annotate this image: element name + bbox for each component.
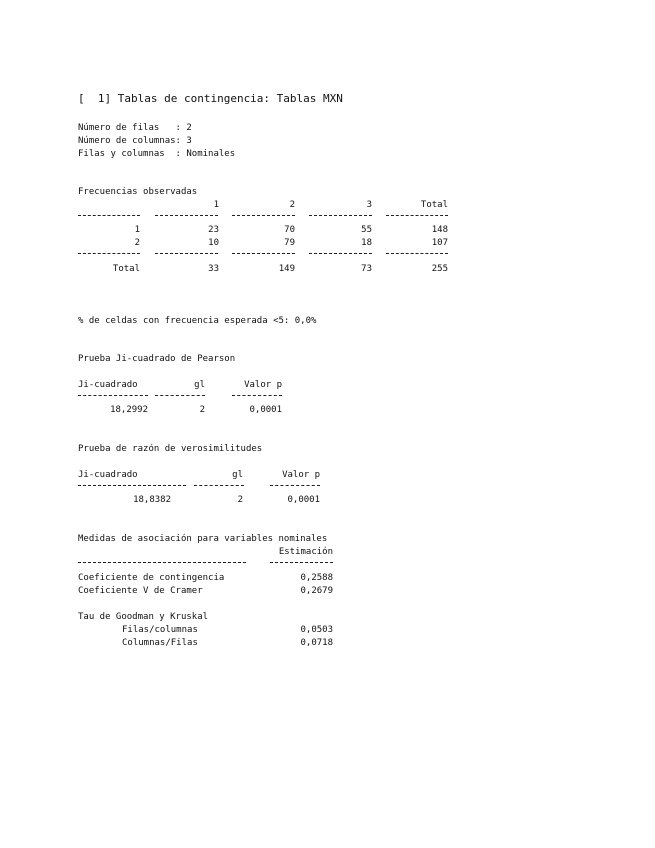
- likelihood-gl-value: 2: [237, 495, 243, 505]
- separator: [78, 215, 140, 216]
- observed-title: Frecuencias observadas: [78, 187, 198, 197]
- association-row-label: Coeficiente de contingencia: [78, 573, 225, 583]
- separator: [155, 215, 218, 216]
- separator: [232, 395, 282, 396]
- tau-row-value: 0,0718: [300, 638, 333, 648]
- separator: [78, 253, 140, 254]
- likelihood-title: Prueba de razón de verosimilitudes: [78, 444, 263, 454]
- table-cell: 33: [208, 264, 219, 274]
- pearson-header-chi: Ji-cuadrado: [78, 380, 138, 390]
- pearson-header-gl: gl: [194, 380, 205, 390]
- association-row-value: 0,2588: [300, 573, 333, 583]
- separator: [232, 215, 295, 216]
- separator: [386, 215, 448, 216]
- separator: [78, 395, 148, 396]
- separator: [78, 485, 186, 486]
- tau-row-label: Columnas/Filas: [122, 638, 198, 648]
- likelihood-header-gl: gl: [232, 470, 243, 480]
- separator: [155, 253, 218, 254]
- report-title: [ 1] Tablas de contingencia: Tablas MXN: [78, 92, 343, 105]
- observed-col-header: Total: [420, 200, 448, 210]
- table-cell: 73: [361, 264, 372, 274]
- pearson-p-value: 0,0001: [249, 405, 282, 415]
- table-cell: 255: [431, 264, 448, 274]
- tau-row-label: Filas/columnas: [122, 625, 198, 635]
- table-cell: 148: [431, 225, 448, 235]
- info-type: Filas y columnas : Nominales: [78, 149, 236, 159]
- separator: [270, 485, 320, 486]
- observed-col-header: 3: [366, 200, 372, 210]
- observed-col-header: 1: [213, 200, 219, 210]
- table-row-label: 2: [134, 238, 140, 248]
- separator: [78, 562, 246, 563]
- association-row-value: 0,2679: [300, 586, 333, 596]
- pearson-gl-value: 2: [199, 405, 205, 415]
- expected-note: % de celdas con frecuencia esperada <5: 0,0%: [78, 316, 317, 326]
- estimation-header: Estimación: [278, 547, 333, 557]
- total-row-label: Total: [112, 264, 140, 274]
- likelihood-header-chi: Ji-cuadrado: [78, 470, 138, 480]
- table-cell: 79: [284, 238, 295, 248]
- likelihood-chi-value: 18,8382: [133, 495, 171, 505]
- info-columns: Número de columnas: 3: [78, 136, 192, 146]
- info-rows: Número de filas : 2: [78, 123, 192, 133]
- table-cell: 23: [208, 225, 219, 235]
- table-cell: 18: [361, 238, 372, 248]
- separator: [155, 395, 205, 396]
- tau-row-value: 0,0503: [300, 625, 333, 635]
- table-cell: 149: [278, 264, 295, 274]
- table-row-label: 1: [134, 225, 140, 235]
- separator: [194, 485, 244, 486]
- separator: [232, 253, 295, 254]
- pearson-chi-value: 18,2992: [110, 405, 148, 415]
- separator: [386, 253, 448, 254]
- separator: [270, 562, 333, 563]
- likelihood-p-value: 0,0001: [287, 495, 320, 505]
- association-row-label: Coeficiente V de Cramer: [78, 586, 203, 596]
- association-title: Medidas de asociación para variables nominales: [78, 534, 328, 544]
- separator: [309, 253, 372, 254]
- pearson-title: Prueba Ji-cuadrado de Pearson: [78, 354, 236, 364]
- likelihood-header-p: Valor p: [282, 470, 320, 480]
- observed-col-header: 2: [289, 200, 295, 210]
- table-cell: 70: [284, 225, 295, 235]
- table-cell: 10: [208, 238, 219, 248]
- separator: [309, 215, 372, 216]
- pearson-header-p: Valor p: [244, 380, 282, 390]
- table-cell: 55: [361, 225, 372, 235]
- table-cell: 107: [431, 238, 448, 248]
- tau-title: Tau de Goodman y Kruskal: [78, 612, 209, 622]
